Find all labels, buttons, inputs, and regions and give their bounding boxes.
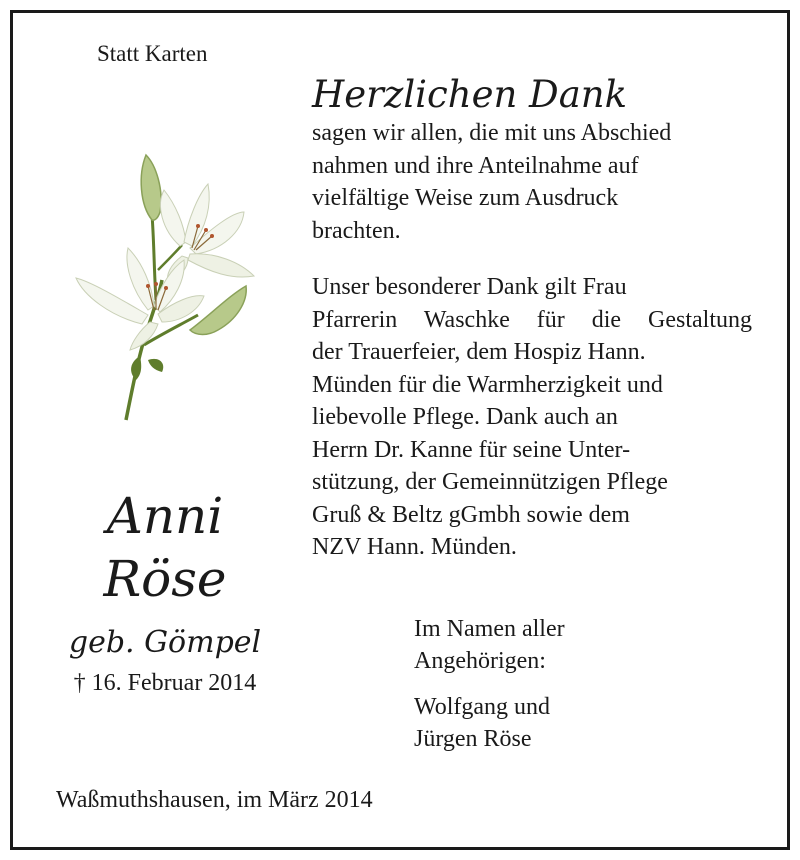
paragraph-line: sagen wir allen, die mit uns Abschied <box>312 120 672 146</box>
thanks-paragraph-1 <box>312 117 752 247</box>
signature-line: Jürgen Röse <box>414 726 532 752</box>
paragraph-line: NZV Hann. Münden. <box>312 534 517 560</box>
paragraph-line: Münden für die Warmherzigkeit und <box>312 371 663 398</box>
deceased-first-name: Anni <box>106 487 224 545</box>
place-and-date: Waßmuthshausen, im März 2014 <box>56 787 373 813</box>
paragraph-line: brachten. <box>312 217 401 244</box>
deceased-birth-name: geb. Gömpel <box>68 625 262 660</box>
signature-names <box>414 691 550 755</box>
paragraph-line: Gruß & Beltz gGmbh sowie dem <box>312 501 630 528</box>
deceased-last-name: Röse <box>103 550 227 608</box>
statt-karten-label: Statt Karten <box>97 41 208 66</box>
paragraph-line: stützung, der Gemeinnützigen Pflege <box>312 469 668 495</box>
signature-line: Im Namen aller <box>414 616 565 642</box>
paragraph-line: der Trauerfeier, dem Hospiz Hann. <box>312 339 646 365</box>
signature-line: Angehörigen: <box>414 648 546 674</box>
paragraph-line: Herrn Dr. Kanne für seine Unter- <box>312 436 631 463</box>
thanks-paragraph-2 <box>312 271 752 564</box>
signature-intro <box>414 613 565 677</box>
signature-line: Wolfgang und <box>414 694 551 720</box>
deceased-death-date: † 16. Februar 2014 <box>73 670 257 696</box>
paragraph-line: nahmen und ihre Anteilnahme auf <box>312 152 639 179</box>
lily-flower-icon <box>70 150 260 425</box>
paragraph-line: Unser besonderer Dank gilt Frau <box>312 274 627 300</box>
paragraph-line: liebevolle Pflege. Dank auch an <box>312 404 618 430</box>
paragraph-line: vielfältige Weise zum Ausdruck <box>312 185 619 211</box>
thanks-title: Herzlichen Dank <box>312 73 628 116</box>
paragraph-line: Pfarrerin Waschke für die Gestaltung <box>312 306 752 333</box>
